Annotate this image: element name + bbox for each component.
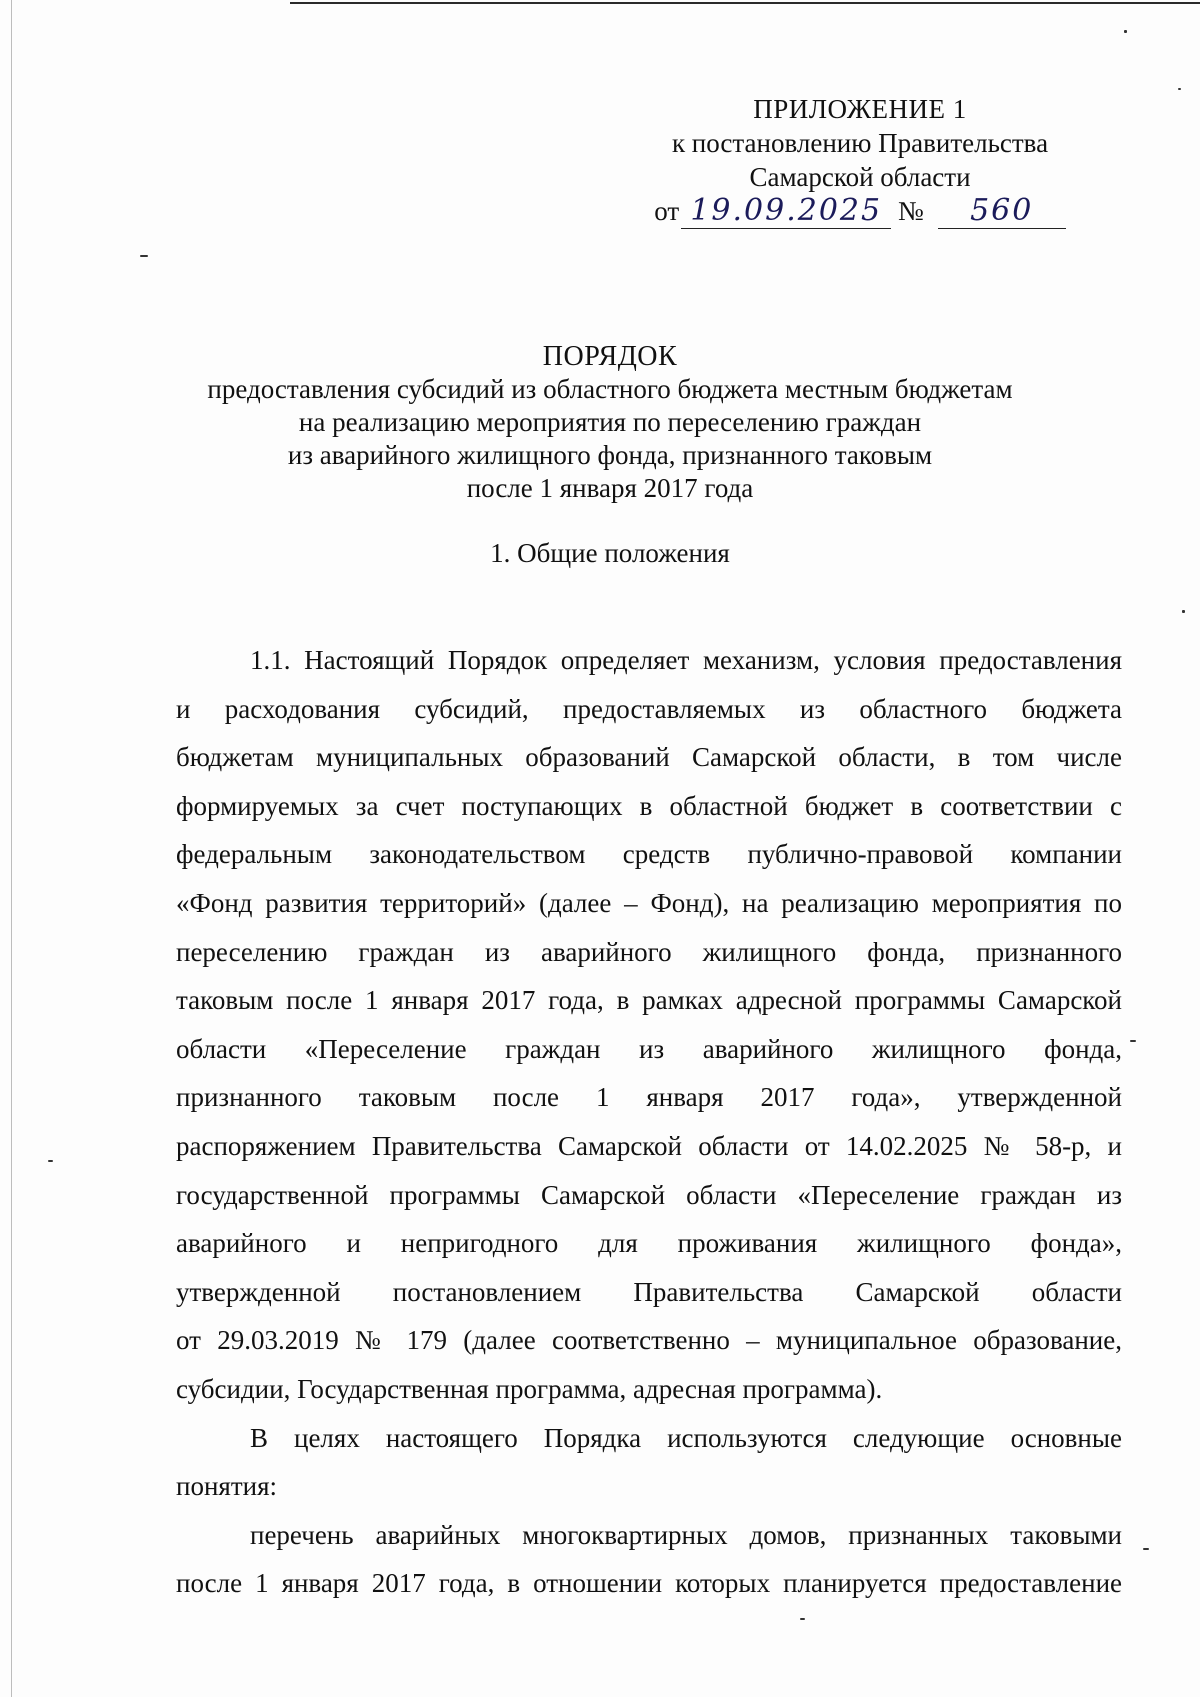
paragraph-line: перечень аварийных многоквартирных домов, признанных таковыми — [250, 1519, 1122, 1550]
heading-subtitle-line: после 1 января 2017 года — [466, 473, 754, 503]
paragraph-line: области «Переселение граждан из аварийного жилищного фонда, — [176, 1033, 1122, 1064]
paragraph-line: переселению граждан из аварийного жилищного фонда, признанного — [176, 936, 1122, 967]
scan-speck — [1178, 88, 1181, 90]
handwritten-number: 560 — [938, 194, 1066, 229]
paragraph-line: «Фонд развития территорий» (далее – Фонд), на реализацию мероприятия по — [176, 887, 1122, 918]
paragraph-line: В целях настоящего Порядка используются следующие основные — [250, 1422, 1122, 1453]
annex-block — [590, 92, 1130, 229]
scan-speck — [800, 1618, 805, 1620]
paragraph-line: формируемых за счет поступающих в областной бюджет в соответствии с — [176, 790, 1122, 821]
heading-title: ПОРЯДОК — [542, 341, 678, 372]
scan-speck — [1130, 1040, 1136, 1042]
annex-line-resolution: к постановлению Правительства — [671, 128, 1049, 158]
handwritten-date: 19.09.2025 — [681, 194, 891, 229]
paragraph-line: 1.1. Настоящий Порядок определяет механизм, условия предоставления — [250, 645, 1122, 675]
scan-top-border — [290, 2, 1200, 4]
scan-speck — [1143, 1548, 1149, 1550]
scan-speck — [48, 1160, 53, 1162]
paragraph-line: и расходования субсидий, предоставляемых из областного бюджета — [176, 693, 1122, 724]
annex-line-region: Самарской области — [749, 162, 971, 192]
date-prefix: от — [654, 196, 680, 226]
document-heading — [160, 340, 1060, 505]
paragraph-line: от 29.03.2019 № 179 (далее соответственно – муниципальное образование, — [176, 1325, 1122, 1356]
body-text — [176, 636, 1122, 1608]
paragraph-line: признанного таковым после 1 января 2017 года», утвержденной — [176, 1082, 1122, 1113]
section-title: 1. Общие положения — [490, 538, 730, 568]
number-sign: № — [897, 196, 924, 226]
heading-subtitle-line: из аварийного жилищного фонда, признанного таковым — [287, 440, 933, 470]
paragraph-line: федеральным законодательством средств публично-правовой компании — [176, 839, 1122, 870]
paragraph-line: распоряжением Правительства Самарской области от 14.02.2025 № 58-р, и — [176, 1130, 1122, 1161]
annex-date-line — [590, 194, 1130, 229]
paragraph-line: после 1 января 2017 года, в отношении которых планируется предоставление — [176, 1568, 1122, 1599]
heading-subtitle-line: на реализацию мероприятия по переселению граждан — [298, 407, 922, 437]
scan-left-edge — [11, 0, 12, 1697]
paragraph-line: утвержденной постановлением Правительства Самарской области — [176, 1276, 1122, 1307]
scan-speck — [140, 255, 148, 257]
paragraph-line: субсидии, Государственная программа, адресная программа). — [176, 1373, 883, 1404]
heading-subtitle-line: предоставления субсидий из областного бюджета местным бюджетам — [207, 374, 1013, 404]
annex-title: ПРИЛОЖЕНИЕ 1 — [753, 94, 967, 124]
paragraph-line: таковым после 1 января 2017 года, в рамках адресной программы Самарской — [176, 985, 1122, 1016]
scan-speck — [1182, 610, 1185, 613]
paragraph-line: бюджетам муниципальных образований Самарской области, в том числе — [176, 742, 1122, 773]
paragraph-line: аварийного и непригодного для проживания жилищного фонда», — [176, 1228, 1122, 1259]
scan-speck — [1124, 30, 1127, 33]
paragraph-line: понятия: — [176, 1471, 277, 1502]
paragraph-line: государственной программы Самарской области «Переселение граждан из — [176, 1179, 1122, 1210]
